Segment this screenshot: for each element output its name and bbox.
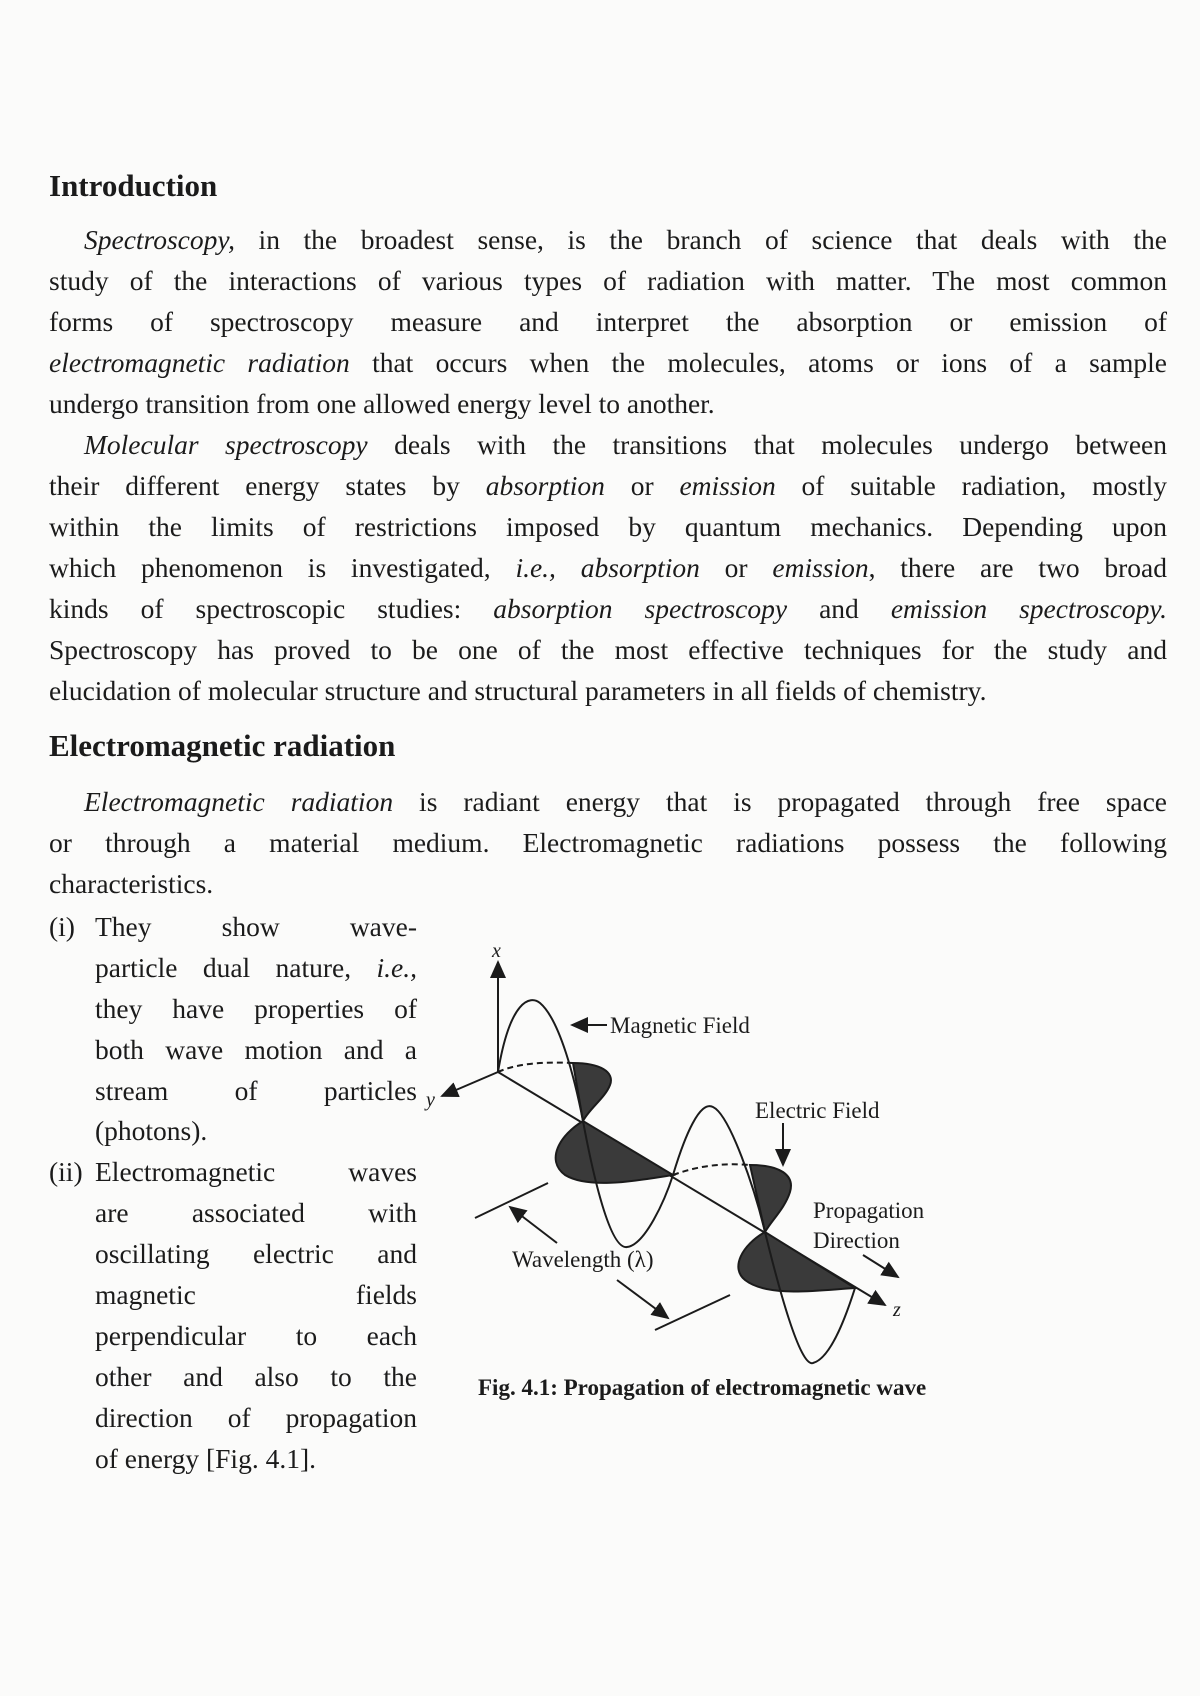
text-run: or through a material medium. Electromagnetic radiations possess the following: [49, 827, 1167, 858]
wavelength-marker-end: [655, 1295, 730, 1330]
text-run: both wave motion and a: [95, 1033, 417, 1065]
text-run: , there are two broad: [868, 552, 1167, 583]
text-run: They show wave-: [95, 911, 417, 942]
electric-field-label: Electric Field: [755, 1098, 880, 1123]
text-run: they have properties of: [95, 992, 417, 1024]
propagation-label: Propagation: [813, 1198, 925, 1223]
text-run: perpendicular to each: [95, 1319, 417, 1351]
text-run: (photons).: [95, 1115, 208, 1147]
section-heading: Introduction: [49, 168, 218, 203]
italic-term: Molecular spectroscopy: [84, 429, 368, 460]
z-axis-label: z: [893, 1299, 901, 1321]
text-run: kinds of spectroscopic studies:: [49, 593, 494, 624]
text-run: of energy [Fig. 4.1].: [95, 1442, 316, 1474]
text-run: particle dual nature,: [95, 951, 377, 983]
text-run: within the limits of restrictions imposed by quantum mechanics. Depending upon: [49, 511, 1167, 542]
text-run: Electromagnetic waves: [95, 1156, 417, 1188]
italic-term: emission spectroscopy.: [890, 593, 1167, 624]
x-axis-label: x: [492, 940, 501, 962]
list-item-label: (ii): [49, 1156, 83, 1188]
direction-label: Direction: [813, 1228, 900, 1253]
text-run: characteristics.: [49, 868, 214, 899]
text-run: study of the interactions of various types of radiation with matter. The most common: [49, 265, 1167, 296]
text-run: in the broadest sense, is the branch of science that deals with the: [234, 224, 1167, 255]
text-run: elucidation of molecular structure and structural parameters in all fields of chemistry.: [49, 675, 987, 706]
text-run: deals with the transitions that molecules undergo between: [367, 429, 1167, 460]
italic-term: Spectroscopy,: [84, 224, 235, 255]
figure-caption: Fig. 4.1: Propagation of electromagnetic wave: [478, 1375, 927, 1400]
text-run: Spectroscopy has proved to be one of the most effective techniques for the study and: [49, 634, 1167, 665]
text-run: which phenomenon is investigated,: [49, 552, 516, 583]
y-axis-label: y: [426, 1089, 435, 1111]
wavelength-marker-start: [475, 1183, 548, 1218]
italic-term: i.e.,: [515, 552, 556, 583]
wavelength-arrow-left: [510, 1207, 557, 1243]
italic-term: absorption spectroscopy: [493, 593, 788, 624]
italic-term: electromagnetic radiation: [49, 347, 350, 378]
text-run: that occurs when the molecules, atoms or ions of a sample: [349, 347, 1167, 378]
text-run: forms of spectroscopy measure and interpret the absorption or emission of: [49, 306, 1167, 337]
text-run: are associated with: [95, 1197, 417, 1229]
text-run: or: [699, 552, 773, 583]
italic-term: absorption: [485, 470, 605, 501]
italic-term: emission: [772, 552, 869, 583]
text-run: oscillating electric and: [95, 1238, 417, 1270]
italic-term: absorption: [580, 552, 700, 583]
text-run: of suitable radiation, mostly: [775, 470, 1168, 501]
text-run: and: [787, 593, 891, 624]
text-run: other and also to the: [95, 1360, 417, 1392]
magnetic-field-wave: [498, 1000, 855, 1363]
text-run: is radiant energy that is propagated through free space: [393, 786, 1167, 817]
text-run: their different energy states by: [49, 470, 486, 501]
y-axis: [442, 1072, 498, 1096]
italic-term: Electromagnetic radiation: [84, 786, 394, 817]
text-run: or: [604, 470, 680, 501]
text-run: magnetic fields: [95, 1279, 417, 1311]
wavelength-arrow-right: [617, 1280, 668, 1318]
text-run: direction of propagation: [95, 1401, 417, 1433]
magnetic-field-label: Magnetic Field: [610, 1013, 750, 1038]
propagation-arrow: [863, 1255, 898, 1277]
text-run: undergo transition from one allowed energy level to another.: [49, 388, 715, 419]
wavelength-label: Wavelength (λ): [512, 1247, 654, 1272]
section-heading: Electromagnetic radiation: [49, 728, 396, 763]
italic-term: emission: [679, 470, 776, 501]
text-run: stream of particles: [95, 1074, 417, 1106]
list-item-label: (i): [49, 911, 75, 942]
italic-term: i.e.,: [376, 951, 417, 983]
